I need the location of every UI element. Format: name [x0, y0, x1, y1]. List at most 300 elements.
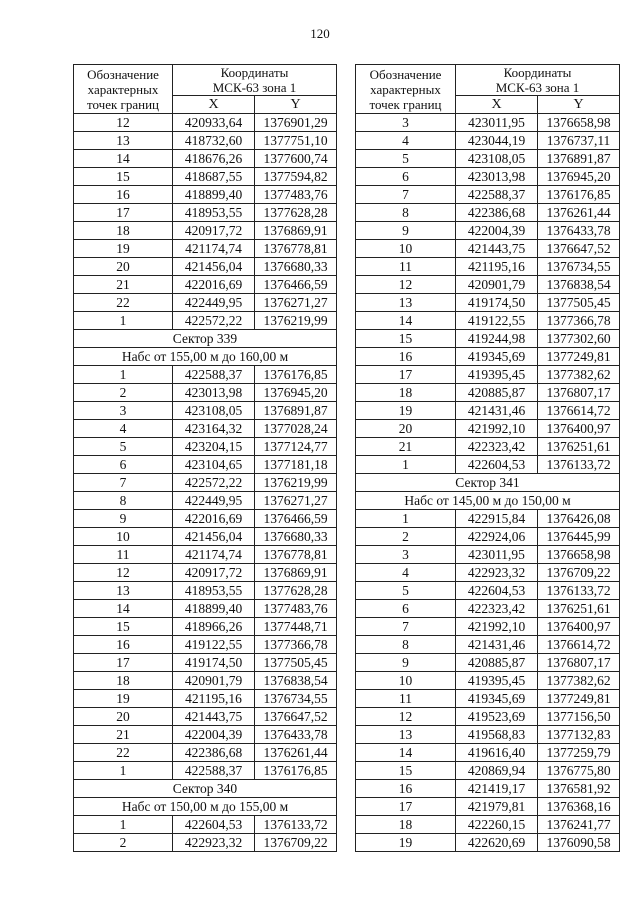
y-coordinate-cell: 1377366,78	[538, 312, 620, 330]
table-row	[356, 186, 620, 204]
point-number-cell: 7	[74, 474, 173, 492]
y-coordinate-cell: 1376838,54	[255, 672, 337, 690]
x-coordinate-cell: 422386,68	[173, 744, 255, 762]
point-number-cell: 4	[74, 420, 173, 438]
table-row	[356, 222, 620, 240]
y-coordinate-cell: 1376807,17	[538, 654, 620, 672]
designation-header-line1: Обозначение	[369, 66, 442, 82]
y-coordinate-cell: 1376658,98	[538, 546, 620, 564]
x-coordinate-cell: 422004,39	[456, 222, 538, 240]
table-row	[74, 240, 337, 258]
x-coordinate-cell: 422323,42	[456, 438, 538, 456]
table-row	[74, 294, 337, 312]
x-coordinate-cell: 422449,95	[173, 294, 255, 312]
x-coordinate-cell: 420933,64	[173, 114, 255, 132]
point-number-cell: 1	[356, 456, 456, 474]
point-number-cell: 13	[74, 132, 173, 150]
point-number-cell: 20	[356, 420, 456, 438]
section-label: Сектор 339	[74, 330, 337, 348]
x-coordinate-cell: 421443,75	[456, 240, 538, 258]
x-coordinate-cell: 423108,05	[173, 402, 255, 420]
y-coordinate-cell: 1376176,85	[538, 186, 620, 204]
coordinates-header-line1: Координаты	[503, 65, 572, 80]
point-number-cell: 4	[356, 132, 456, 150]
point-number-cell: 17	[74, 654, 173, 672]
x-coordinate-cell: 421992,10	[456, 618, 538, 636]
y-coordinate-cell: 1376368,16	[538, 798, 620, 816]
point-number-cell: 15	[74, 618, 173, 636]
y-coordinate-cell: 1376433,78	[255, 726, 337, 744]
y-coordinate-cell: 1376133,72	[538, 582, 620, 600]
x-coordinate-cell: 418676,26	[173, 150, 255, 168]
x-coordinate-cell: 421456,04	[173, 528, 255, 546]
section-row	[356, 474, 620, 492]
x-coordinate-cell: 423108,05	[456, 150, 538, 168]
table-row	[74, 582, 337, 600]
table-row	[356, 132, 620, 150]
table-row	[74, 204, 337, 222]
table-row	[74, 114, 337, 132]
y-coordinate-cell: 1376778,81	[255, 546, 337, 564]
point-number-cell: 6	[356, 168, 456, 186]
y-coordinate-cell: 1376891,87	[538, 150, 620, 168]
x-coordinate-cell: 422449,95	[173, 492, 255, 510]
table-body-left	[74, 114, 337, 852]
y-coordinate-cell: 1376466,59	[255, 276, 337, 294]
point-number-cell: 18	[356, 384, 456, 402]
table-row	[74, 762, 337, 780]
designation-header-line3: точек границ	[369, 96, 442, 112]
point-number-cell: 8	[356, 204, 456, 222]
point-number-cell: 8	[74, 492, 173, 510]
y-coordinate-cell: 1376271,27	[255, 492, 337, 510]
point-number-cell: 4	[356, 564, 456, 582]
y-coordinate-cell: 1376869,91	[255, 222, 337, 240]
x-coordinate-cell: 421431,46	[456, 636, 538, 654]
table-row	[356, 708, 620, 726]
x-coordinate-cell: 420917,72	[173, 222, 255, 240]
point-number-cell: 6	[356, 600, 456, 618]
table-row	[356, 240, 620, 258]
table-row	[356, 690, 620, 708]
designation-header	[74, 65, 173, 114]
table-row	[356, 600, 620, 618]
table-row	[356, 168, 620, 186]
coordinates-table-left	[73, 64, 337, 852]
point-number-cell: 9	[356, 222, 456, 240]
x-coordinate-cell: 420885,87	[456, 384, 538, 402]
point-number-cell: 17	[356, 798, 456, 816]
y-coordinate-cell: 1376614,72	[538, 402, 620, 420]
x-coordinate-cell: 422588,37	[456, 186, 538, 204]
table-row	[356, 258, 620, 276]
x-coordinate-cell: 419616,40	[456, 744, 538, 762]
point-number-cell: 22	[74, 744, 173, 762]
x-coordinate-cell: 423164,32	[173, 420, 255, 438]
y-coordinate-cell: 1376891,87	[255, 402, 337, 420]
table-row	[356, 366, 620, 384]
x-coordinate-cell: 418953,55	[173, 204, 255, 222]
x-coordinate-cell: 418966,26	[173, 618, 255, 636]
table-row	[356, 114, 620, 132]
y-coordinate-cell: 1376271,27	[255, 294, 337, 312]
y-coordinate-cell: 1377483,76	[255, 186, 337, 204]
x-coordinate-cell: 418687,55	[173, 168, 255, 186]
table-row	[74, 186, 337, 204]
y-coordinate-cell: 1377249,81	[538, 348, 620, 366]
x-coordinate-cell: 421174,74	[173, 240, 255, 258]
y-coordinate-cell: 1377028,24	[255, 420, 337, 438]
table-row	[356, 618, 620, 636]
x-coordinate-cell: 422604,53	[456, 456, 538, 474]
x-coordinate-cell: 423204,15	[173, 438, 255, 456]
point-number-cell: 15	[74, 168, 173, 186]
y-coordinate-cell: 1376445,99	[538, 528, 620, 546]
y-coordinate-cell: 1376133,72	[255, 816, 337, 834]
x-coordinate-cell: 423011,95	[456, 114, 538, 132]
point-number-cell: 11	[356, 258, 456, 276]
point-number-cell: 1	[74, 312, 173, 330]
designation-header-line2: характерных	[370, 81, 441, 97]
point-number-cell: 5	[356, 582, 456, 600]
x-coordinate-cell: 419568,83	[456, 726, 538, 744]
x-coordinate-cell: 422604,53	[456, 582, 538, 600]
table-row	[74, 636, 337, 654]
designation-header-line3: точек границ	[86, 96, 160, 112]
x-coordinate-cell: 419122,55	[173, 636, 255, 654]
y-coordinate-cell: 1376251,61	[538, 438, 620, 456]
x-coordinate-cell: 418899,40	[173, 600, 255, 618]
point-number-cell: 5	[356, 150, 456, 168]
table-row	[356, 384, 620, 402]
y-coordinate-cell: 1377628,28	[255, 582, 337, 600]
section-label: Сектор 340	[74, 780, 337, 798]
y-coordinate-cell: 1376433,78	[538, 222, 620, 240]
point-number-cell: 15	[356, 330, 456, 348]
table-row	[74, 654, 337, 672]
y-coordinate-cell: 1376807,17	[538, 384, 620, 402]
x-coordinate-cell: 419174,50	[173, 654, 255, 672]
x-coordinate-cell: 419395,45	[456, 366, 538, 384]
y-coordinate-cell: 1376734,55	[538, 258, 620, 276]
x-coordinate-cell: 419395,45	[456, 672, 538, 690]
point-number-cell: 19	[356, 402, 456, 420]
point-number-cell: 16	[356, 348, 456, 366]
y-coordinate-cell: 1376219,99	[255, 474, 337, 492]
table-row	[356, 780, 620, 798]
y-coordinate-cell: 1377594,82	[255, 168, 337, 186]
table-row	[356, 330, 620, 348]
coordinates-table-right	[355, 64, 620, 852]
y-coordinate-cell: 1376176,85	[255, 366, 337, 384]
x-coordinate-cell: 422588,37	[173, 366, 255, 384]
point-number-cell: 19	[74, 240, 173, 258]
point-number-cell: 16	[74, 636, 173, 654]
table-row	[74, 672, 337, 690]
y-coordinate-cell: 1376581,92	[538, 780, 620, 798]
x-coordinate-cell: 422016,69	[173, 276, 255, 294]
table-row	[74, 384, 337, 402]
page-number: 120	[310, 26, 330, 41]
point-number-cell: 11	[74, 546, 173, 564]
x-coordinate-cell: 422260,15	[456, 816, 538, 834]
point-number-cell: 12	[74, 114, 173, 132]
x-coordinate-cell: 418732,60	[173, 132, 255, 150]
x-coordinate-cell: 421419,17	[456, 780, 538, 798]
y-coordinate-cell: 1376133,72	[538, 456, 620, 474]
table-row	[356, 528, 620, 546]
y-coordinate-cell: 1377600,74	[255, 150, 337, 168]
section-row	[74, 348, 337, 366]
y-coordinate-cell: 1377751,10	[255, 132, 337, 150]
table-row	[74, 456, 337, 474]
coordinates-header	[456, 65, 620, 96]
x-coordinate-cell: 422924,06	[456, 528, 538, 546]
x-coordinate-cell: 419523,69	[456, 708, 538, 726]
table-row	[356, 582, 620, 600]
y-coordinate-cell: 1376614,72	[538, 636, 620, 654]
y-coordinate-cell: 1376680,33	[255, 258, 337, 276]
y-coordinate-cell: 1376737,11	[538, 132, 620, 150]
x-coordinate-cell: 422004,39	[173, 726, 255, 744]
table-row	[356, 546, 620, 564]
section-label: Набс от 145,00 м до 150,00 м	[356, 492, 620, 510]
y-coordinate-cell: 1376647,52	[538, 240, 620, 258]
point-number-cell: 16	[356, 780, 456, 798]
point-number-cell: 17	[74, 204, 173, 222]
point-number-cell: 13	[356, 726, 456, 744]
point-number-cell: 1	[356, 510, 456, 528]
point-number-cell: 1	[74, 762, 173, 780]
point-number-cell: 3	[356, 114, 456, 132]
point-number-cell: 10	[356, 240, 456, 258]
section-row	[356, 492, 620, 510]
section-label: Набс от 150,00 м до 155,00 м	[74, 798, 337, 816]
x-coordinate-cell: 418953,55	[173, 582, 255, 600]
x-column-header: X	[173, 96, 255, 114]
point-number-cell: 20	[74, 708, 173, 726]
y-coordinate-cell: 1376251,61	[538, 600, 620, 618]
y-coordinate-cell: 1377156,50	[538, 708, 620, 726]
table-row	[74, 726, 337, 744]
point-number-cell: 9	[74, 510, 173, 528]
x-coordinate-cell: 421979,81	[456, 798, 538, 816]
table-row	[356, 510, 620, 528]
table-row	[74, 438, 337, 456]
y-coordinate-cell: 1376945,20	[538, 168, 620, 186]
table-row	[74, 312, 337, 330]
table-row	[356, 276, 620, 294]
x-coordinate-cell: 421195,16	[456, 258, 538, 276]
y-coordinate-cell: 1377181,18	[255, 456, 337, 474]
y-coordinate-cell: 1376219,99	[255, 312, 337, 330]
x-coordinate-cell: 420901,79	[456, 276, 538, 294]
y-coordinate-cell: 1376400,97	[538, 420, 620, 438]
x-coordinate-cell: 422923,32	[456, 564, 538, 582]
point-number-cell: 21	[74, 726, 173, 744]
point-number-cell: 14	[356, 744, 456, 762]
point-number-cell: 13	[356, 294, 456, 312]
point-number-cell: 19	[356, 834, 456, 852]
y-coordinate-cell: 1377366,78	[255, 636, 337, 654]
point-number-cell: 5	[74, 438, 173, 456]
table-row	[74, 366, 337, 384]
table-row	[356, 438, 620, 456]
x-coordinate-cell: 422588,37	[173, 762, 255, 780]
section-row	[74, 798, 337, 816]
table-row	[74, 546, 337, 564]
section-row	[74, 780, 337, 798]
y-coordinate-cell: 1376775,80	[538, 762, 620, 780]
table-row	[356, 294, 620, 312]
point-number-cell: 20	[74, 258, 173, 276]
table-row	[74, 708, 337, 726]
y-coordinate-cell: 1376400,97	[538, 618, 620, 636]
point-number-cell: 1	[74, 366, 173, 384]
x-coordinate-cell: 421443,75	[173, 708, 255, 726]
point-number-cell: 21	[74, 276, 173, 294]
x-coordinate-cell: 422572,22	[173, 474, 255, 492]
table-row	[74, 690, 337, 708]
table-row	[356, 348, 620, 366]
x-coordinate-cell: 420901,79	[173, 672, 255, 690]
point-number-cell: 13	[74, 582, 173, 600]
x-coordinate-cell: 422604,53	[173, 816, 255, 834]
x-column-header: X	[456, 96, 538, 114]
designation-header	[356, 65, 456, 114]
y-coordinate-cell: 1376709,22	[538, 564, 620, 582]
section-label: Сектор 341	[356, 474, 620, 492]
point-number-cell: 17	[356, 366, 456, 384]
point-number-cell: 6	[74, 456, 173, 474]
table-row	[356, 834, 620, 852]
table-row	[74, 564, 337, 582]
table-row	[356, 816, 620, 834]
table-row	[356, 150, 620, 168]
point-number-cell: 3	[356, 546, 456, 564]
table-row	[74, 528, 337, 546]
x-coordinate-cell: 421174,74	[173, 546, 255, 564]
point-number-cell: 9	[356, 654, 456, 672]
x-coordinate-cell: 423044,19	[456, 132, 538, 150]
table-row	[356, 456, 620, 474]
table-row	[74, 168, 337, 186]
x-coordinate-cell: 421195,16	[173, 690, 255, 708]
x-coordinate-cell: 422016,69	[173, 510, 255, 528]
table-body-right	[356, 114, 620, 852]
coordinates-header-line1: Координаты	[220, 65, 289, 80]
y-coordinate-cell: 1376426,08	[538, 510, 620, 528]
table-row	[356, 654, 620, 672]
y-coordinate-cell: 1377259,79	[538, 744, 620, 762]
point-number-cell: 16	[74, 186, 173, 204]
table-row	[356, 726, 620, 744]
point-number-cell: 18	[74, 672, 173, 690]
x-coordinate-cell: 423013,98	[173, 384, 255, 402]
y-coordinate-cell: 1376734,55	[255, 690, 337, 708]
y-coordinate-cell: 1376647,52	[255, 708, 337, 726]
x-coordinate-cell: 419122,55	[456, 312, 538, 330]
table-row	[356, 672, 620, 690]
point-number-cell: 15	[356, 762, 456, 780]
coordinates-header-line2: МСК-63 зона 1	[495, 80, 580, 95]
table-row	[74, 816, 337, 834]
x-coordinate-cell: 422323,42	[456, 600, 538, 618]
x-coordinate-cell: 423013,98	[456, 168, 538, 186]
point-number-cell: 1	[74, 816, 173, 834]
x-coordinate-cell: 419244,98	[456, 330, 538, 348]
y-coordinate-cell: 1376838,54	[538, 276, 620, 294]
table-row	[356, 420, 620, 438]
table-row	[74, 258, 337, 276]
y-coordinate-cell: 1376261,44	[538, 204, 620, 222]
point-number-cell: 21	[356, 438, 456, 456]
designation-header-line2: характерных	[87, 81, 159, 97]
coordinates-header	[173, 65, 337, 96]
table-row	[74, 744, 337, 762]
table-row	[74, 132, 337, 150]
table-row	[356, 636, 620, 654]
table-row	[74, 474, 337, 492]
point-number-cell: 14	[74, 150, 173, 168]
x-coordinate-cell: 420917,72	[173, 564, 255, 582]
y-coordinate-cell: 1376176,85	[255, 762, 337, 780]
table-row	[74, 150, 337, 168]
section-label: Набс от 155,00 м до 160,00 м	[74, 348, 337, 366]
table-row	[356, 312, 620, 330]
y-coordinate-cell: 1377302,60	[538, 330, 620, 348]
x-coordinate-cell: 421456,04	[173, 258, 255, 276]
point-number-cell: 12	[356, 708, 456, 726]
y-column-header: Y	[255, 96, 337, 114]
y-coordinate-cell: 1376241,77	[538, 816, 620, 834]
x-coordinate-cell: 421431,46	[456, 402, 538, 420]
point-number-cell: 14	[356, 312, 456, 330]
table-row	[356, 762, 620, 780]
y-coordinate-cell: 1377505,45	[255, 654, 337, 672]
x-coordinate-cell: 422923,32	[173, 834, 255, 852]
point-number-cell: 3	[74, 402, 173, 420]
x-coordinate-cell: 422620,69	[456, 834, 538, 852]
table-row	[74, 402, 337, 420]
y-coordinate-cell: 1376901,29	[255, 114, 337, 132]
y-coordinate-cell: 1376945,20	[255, 384, 337, 402]
y-coordinate-cell: 1377132,83	[538, 726, 620, 744]
x-coordinate-cell: 423011,95	[456, 546, 538, 564]
table-row	[356, 744, 620, 762]
table-row	[74, 276, 337, 294]
y-coordinate-cell: 1377249,81	[538, 690, 620, 708]
point-number-cell: 14	[74, 600, 173, 618]
point-number-cell: 2	[74, 834, 173, 852]
y-coordinate-cell: 1377448,71	[255, 618, 337, 636]
point-number-cell: 10	[74, 528, 173, 546]
table-row	[356, 204, 620, 222]
table-row	[356, 402, 620, 420]
point-number-cell: 18	[356, 816, 456, 834]
table-row	[74, 420, 337, 438]
y-column-header: Y	[538, 96, 620, 114]
x-coordinate-cell: 419345,69	[456, 348, 538, 366]
designation-header-line1: Обозначение	[87, 66, 159, 82]
point-number-cell: 7	[356, 186, 456, 204]
x-coordinate-cell: 419345,69	[456, 690, 538, 708]
point-number-cell: 18	[74, 222, 173, 240]
section-row	[74, 330, 337, 348]
table-row	[74, 492, 337, 510]
point-number-cell: 12	[356, 276, 456, 294]
y-coordinate-cell: 1376680,33	[255, 528, 337, 546]
